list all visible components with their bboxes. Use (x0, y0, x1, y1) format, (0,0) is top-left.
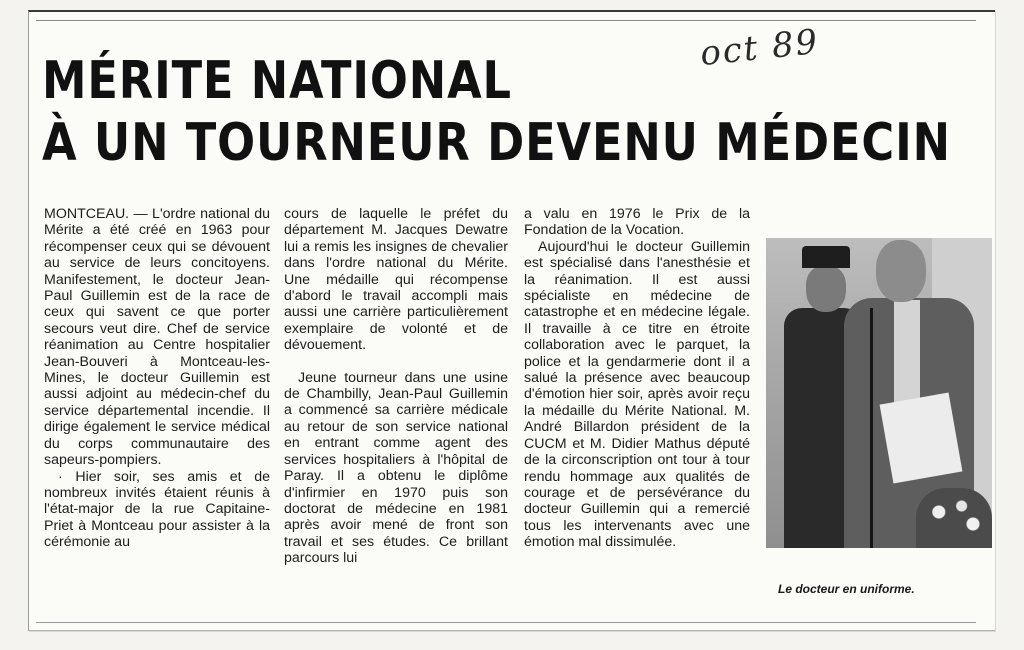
photo-caption: Le docteur en uniforme. (778, 582, 915, 596)
paragraph: cours de laquelle le préfet du département M. Jacques Dewatre lui a remis les insignes de chevalier dans l'ordre national du Mérite. Une médaille qui récompense d'abord le travail accompli mais aussi une carrière particulièrement exemplaire de volonté et de dévouement. (284, 206, 508, 354)
doctor-head (876, 240, 926, 302)
microphone-stand (870, 308, 873, 548)
article-column-1 (44, 206, 270, 551)
speech-paper (880, 393, 963, 484)
handwritten-date: oct 89 (698, 21, 822, 75)
headline (42, 50, 951, 174)
doctor-shirt (894, 300, 920, 410)
article-column-3 (524, 206, 750, 551)
paragraph: MONTCEAU. — L'ordre national du Mérite a été créé en 1963 pour récompenser ceux qui se dévouent au service de leurs concitoyens. Manifestement, le docteur Jean-Paul Guillemin est de la race de ceux qui savent ce que porter secours veut dire. Chef de service réanimation au Centre hospitalier Jean-Bouveri à Montceau-les-Mines, le docteur Guillemin est aussi adjoint au médecin-chef du service départemental incendie. Il dirige également le service médical du corps communautaire des sapeurs-pompiers. (44, 206, 270, 469)
article-column-2 (284, 206, 508, 567)
paragraph: Aujourd'hui le docteur Guillemin est spécialisé dans l'anesthésie et la réanimation. Il est aussi spécialiste en médecine de catastrophe et en médecine légale. Il travaille à ce titre en étroite collaboration avec le parquet, la police et la gendarmerie dont il a salué la présence avec beaucoup d'émotion hier soir, après avoir reçu la médaille du Mérite National. M. André Billardon président de la CUCM et M. Didier Mathus député de la circonscription ont tour à tour rendu hommage aux qualités de courage et de persévérance du docteur Guillemin qui a remercié tous les intervenants avec une émotion mal dissimulée. (524, 238, 750, 551)
headline-line-1: MÉRITE NATIONAL (42, 51, 512, 111)
kepi-cap (802, 246, 850, 268)
top-divider (36, 20, 976, 21)
officer-head (806, 266, 846, 312)
paragraph: · Hier soir, ses amis et de nombreux invités étaient réunis à l'état-major de la rue Capitaine-Priet à Montceau pour assister à la cérémonie au (44, 468, 270, 551)
paragraph: a valu en 1976 le Prix de la Fondation de la Vocation. (524, 206, 750, 239)
headline-line-2: À UN TOURNEUR DEVENU MÉDECIN (42, 113, 951, 173)
flower-bouquet (916, 488, 992, 548)
ceremony-photo (766, 238, 992, 548)
paragraph: Jeune tourneur dans une usine de Chambilly, Jean-Paul Guillemin a commencé sa carrière médicale au retour de son service national en entrant comme agent des services hospitaliers à l'hôpital de Paray. Il a obtenu le diplôme d'infirmier en 1970 puis son doctorat de médecine en 1981 après avoir mené de front son travail et ses études. Ce brillant parcours lui (284, 369, 508, 567)
bottom-divider (36, 622, 976, 623)
